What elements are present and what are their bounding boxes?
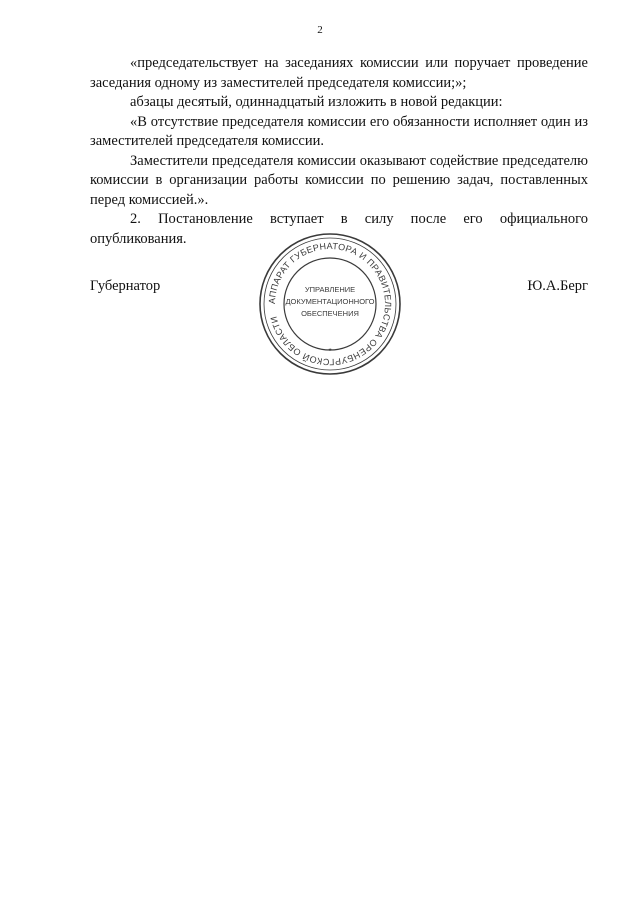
paragraph-4: Заместители председателя комиссии оказывают содействие председателю комиссии в организации работы комиссии по решению задач, поставленных перед комиссией.». bbox=[90, 152, 588, 208]
paragraph-2: абзацы десятый, одиннадцатый изложить в новой редакции: bbox=[130, 94, 503, 110]
page-number: 2 bbox=[317, 24, 323, 36]
official-stamp bbox=[258, 232, 402, 376]
svg-text:*: * bbox=[328, 347, 332, 356]
stamp-center-line-2: ДОКУМЕНТАЦИОННОГО bbox=[285, 297, 375, 306]
signer-name: Ю.А.Берг bbox=[527, 278, 588, 294]
paragraph-5: 2. Постановление вступает в силу после его официального опубликования. bbox=[90, 211, 588, 247]
paragraph-1: «председательствует на заседаниях комиссии или поручает проведение заседания одному из заместителей председателя комиссии;»; bbox=[90, 55, 588, 91]
stamp-seal bbox=[258, 232, 402, 376]
signer-title: Губернатор bbox=[90, 278, 161, 294]
document-body bbox=[90, 54, 588, 249]
stamp-ring-text: АППАРАТ ГУБЕРНАТОРА И ПРАВИТЕЛЬСТВА ОРЕНБУРГСКОЙ ОБЛАСТИ bbox=[266, 240, 394, 368]
paragraph-3: «В отсутствие председателя комиссии его обязанности исполняет один из заместителей председателя комиссии. bbox=[90, 113, 588, 149]
stamp-center-line-3: ОБЕСПЕЧЕНИЯ bbox=[301, 309, 359, 318]
stamp-center-line-1: УПРАВЛЕНИЕ bbox=[304, 285, 356, 294]
